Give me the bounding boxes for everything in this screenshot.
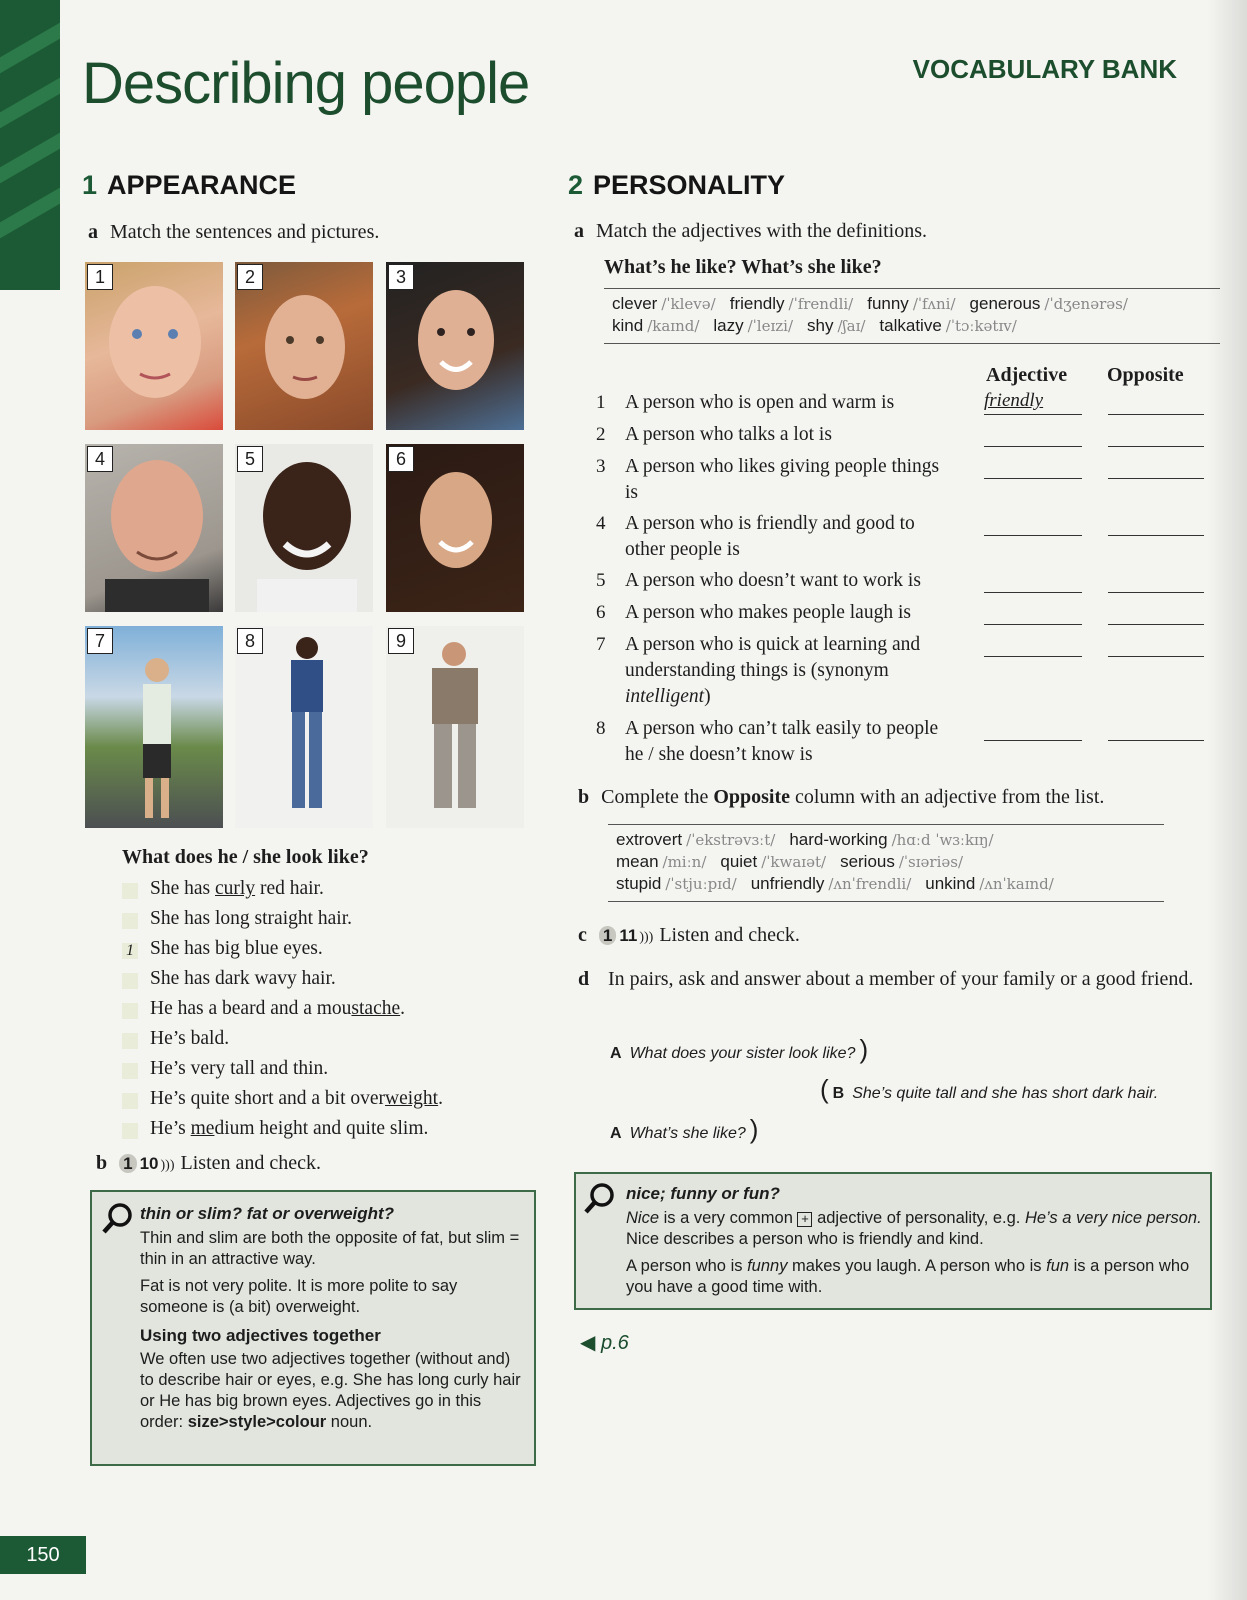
tip-paragraph-2 <box>626 1256 1202 1298</box>
word-phonetic: /ˈklevə/ <box>661 295 716 313</box>
page-number: 150 <box>0 1536 86 1574</box>
look-sentence <box>150 968 336 990</box>
adjective-blank[interactable] <box>984 535 1082 536</box>
speech-bubble-icon: ) <box>749 1114 759 1144</box>
word-text: stupid <box>616 874 662 893</box>
tip-paragraph-1: Thin and slim are both the opposite of fat, but slim = thin in an attractive way. <box>140 1229 520 1268</box>
tip-word: funny <box>747 1257 788 1275</box>
speech-bubble-icon: ) <box>859 1034 869 1064</box>
tip-paragraph-1 <box>626 1208 1202 1250</box>
task-letter: a <box>88 221 98 243</box>
task-letter: b <box>96 1152 108 1174</box>
photo-number: 4 <box>87 446 113 472</box>
photo-number: 8 <box>237 628 263 654</box>
look-sentence <box>150 1118 428 1140</box>
word-text: mean <box>616 852 659 871</box>
photo-number: 1 <box>87 264 113 290</box>
task-instruction: Match the adjectives with the definitions. <box>596 220 928 242</box>
figure-illustration <box>85 626 223 828</box>
photo-number: 5 <box>237 446 263 472</box>
word-text: kind <box>612 316 644 335</box>
photo-3 <box>386 262 524 430</box>
definition-number: 8 <box>596 718 606 739</box>
word-phonetic: /ˈdʒenərəs/ <box>1044 295 1128 313</box>
cd-badge[interactable]: 1 <box>119 1154 136 1173</box>
word-list-row <box>616 873 1156 895</box>
adjective-blank[interactable] <box>984 414 1082 415</box>
sentence-text: He’s <box>150 1118 191 1139</box>
photo-8 <box>235 626 373 828</box>
tip-paragraph-2: Fat is not very polite. It is more polite to say someone is (a bit) overweight. <box>140 1277 458 1316</box>
vocab-word <box>840 852 963 871</box>
tip-box-nice-funny <box>574 1172 1212 1310</box>
stressed-syllable: me <box>190 1118 215 1139</box>
track-number: 11 <box>619 926 638 945</box>
tip-text: Nice describes a person who is friendly and kind. <box>626 1230 984 1248</box>
word-list-row <box>616 851 1156 873</box>
sentence-text: He has a beard and a mou <box>150 998 352 1019</box>
photo-number: 6 <box>388 446 414 472</box>
answer-box[interactable] <box>122 913 138 929</box>
answer-box[interactable] <box>122 1003 138 1019</box>
word-text: quiet <box>720 852 758 871</box>
word-phonetic: /ˈsɪəriəs/ <box>898 853 964 871</box>
adjective-blank[interactable] <box>984 446 1082 447</box>
definition-body: A person who is friendly and good to other people is <box>625 513 915 560</box>
dialog-line-3 <box>610 1114 758 1145</box>
photo-7 <box>85 626 223 828</box>
vocab-word <box>879 316 1016 335</box>
word-text: shy <box>807 316 834 335</box>
vocab-word <box>616 874 737 893</box>
look-sentence <box>150 1088 443 1110</box>
tip-title: nice; funny or fun? <box>626 1184 780 1203</box>
dialog-line-2 <box>820 1074 1158 1105</box>
vocab-word <box>867 294 955 313</box>
task-letter: d <box>578 968 590 990</box>
column-opposite: Opposite <box>1107 364 1184 386</box>
task-letter: a <box>574 220 584 242</box>
photo-1 <box>85 262 223 430</box>
definition-number: 2 <box>596 424 606 445</box>
word-text: hard-working <box>789 830 888 849</box>
tip-text: makes you laugh. A person who is <box>787 1257 1047 1275</box>
photo-4 <box>85 444 223 612</box>
sentence-text: She has dark wavy hair. <box>150 968 336 989</box>
word-text: clever <box>612 294 658 313</box>
definition-text <box>625 600 955 626</box>
task-letter: c <box>578 924 587 946</box>
decorative-band <box>0 0 60 290</box>
definition-body: A person who doesn’t want to work is <box>625 570 921 591</box>
speech-bubble-icon: ( <box>820 1074 829 1104</box>
back-arrow-icon: ◀ <box>580 1332 596 1354</box>
dialog-text: What’s she like? <box>629 1125 746 1142</box>
word-phonetic: /hɑːd ˈwɜːkɪŋ/ <box>891 831 994 849</box>
vocab-word <box>616 830 775 849</box>
adjective-blank[interactable] <box>984 478 1082 479</box>
sentence-text: dium height and quite slim. <box>214 1118 429 1139</box>
task-instruction: Match the sentences and pictures. <box>110 221 380 243</box>
definition-number: 5 <box>596 570 606 591</box>
vocab-word <box>616 852 706 871</box>
photo-2 <box>235 262 373 430</box>
answer-box[interactable] <box>122 973 138 989</box>
tip-example: He’s a very nice person. <box>1024 1209 1202 1227</box>
page-title: Describing people <box>82 51 530 116</box>
section-title: PERSONALITY <box>593 170 786 200</box>
answer-box[interactable] <box>122 1123 138 1139</box>
track-number: 10 <box>139 1154 159 1173</box>
tip-subtitle: Using two adjectives together <box>140 1326 381 1345</box>
sentence-text: He’s quite short and a bit over <box>150 1088 386 1109</box>
personality-task-c <box>578 924 800 947</box>
section-number: 1 <box>82 170 98 200</box>
opposite-blank[interactable] <box>1108 414 1204 415</box>
adjective-order: size>style>colour <box>187 1413 327 1431</box>
dialog-text: She’s quite tall and she has short dark hair. <box>852 1085 1159 1102</box>
audio-icon: ))) <box>160 1158 175 1173</box>
definition-number: 4 <box>596 513 606 534</box>
tip-paragraph-3-text: We often use two adjectives together (without and) to describe hair or eyes, e.g. She has long curly hair or He has big brown eyes. Adjectives go in this order: <box>140 1350 521 1431</box>
photo-number: 2 <box>237 264 263 290</box>
definition-body: A person who makes people laugh is <box>625 602 911 623</box>
figure-illustration <box>235 626 373 828</box>
personality-heading <box>568 170 785 201</box>
look-sentence <box>150 1058 328 1080</box>
opposite-blank[interactable] <box>1108 740 1204 741</box>
word-text: friendly <box>729 294 785 313</box>
answer-box[interactable] <box>122 883 138 899</box>
magnifier-icon <box>100 1202 134 1236</box>
look-sentence <box>150 878 324 900</box>
back-link[interactable] <box>580 1330 629 1355</box>
word-phonetic: /ˈleɪzi/ <box>747 317 794 335</box>
word-text: unkind <box>925 874 976 893</box>
tip-title: thin or slim? fat or overweight? <box>140 1204 395 1223</box>
definition-body: A person who is quick at learning and understanding things is (synonym <box>625 634 921 681</box>
stressed-syllable: curly <box>215 878 256 899</box>
speaker: A <box>610 1125 622 1142</box>
definition-text <box>625 568 955 594</box>
sentence-text: . <box>438 1088 443 1109</box>
adjective-blank[interactable] <box>984 740 1082 741</box>
dialog-text: What does your sister look like? <box>629 1045 856 1062</box>
word-phonetic: /miːn/ <box>662 853 707 871</box>
stressed-syllable: stache <box>351 998 401 1019</box>
word-text: lazy <box>713 316 744 335</box>
audio-icon: ))) <box>639 930 654 945</box>
tip-paragraph-3 <box>140 1349 524 1433</box>
look-sentence <box>150 1028 229 1050</box>
tip-word: fun <box>1046 1257 1070 1275</box>
sentence-text: She has big blue eyes. <box>150 938 323 959</box>
vocab-word <box>612 294 716 313</box>
personality-task-d <box>578 966 1198 992</box>
vocab-word <box>612 316 699 335</box>
definition-text <box>625 716 955 768</box>
tip-word: Nice <box>626 1209 660 1227</box>
adjective-blank[interactable] <box>984 656 1082 657</box>
tip-text: is a person who you have a good time with. <box>626 1257 1190 1296</box>
sentence-text: She has <box>150 878 215 899</box>
word-text: generous <box>969 294 1041 313</box>
opposite-blank[interactable] <box>1108 535 1204 536</box>
photo-6 <box>386 444 524 612</box>
opposite-blank[interactable] <box>1108 446 1204 447</box>
definition-text <box>625 390 955 416</box>
word-phonetic: /ˈekstrəvɜːt/ <box>686 831 776 849</box>
definition-text <box>625 422 955 448</box>
word-list-row <box>616 829 1156 851</box>
definition-number: 1 <box>596 392 606 413</box>
sentence-text: He’s very tall and thin. <box>150 1058 329 1079</box>
word-phonetic: /ˈstjuːpɪd/ <box>665 875 737 893</box>
word-text: serious <box>840 852 895 871</box>
word-text: extrovert <box>616 830 683 849</box>
definition-body: A person who can’t talk easily to people he / she doesn’t know is <box>625 718 939 765</box>
section-title: APPEARANCE <box>107 170 297 200</box>
word-phonetic: /ʌnˈfrendli/ <box>828 875 912 893</box>
answer-box[interactable] <box>122 1063 138 1079</box>
stressed-syllable: weight <box>385 1088 439 1109</box>
definition-number: 6 <box>596 602 606 623</box>
task-instruction-bold: Opposite <box>713 786 791 808</box>
vocab-word <box>713 316 793 335</box>
task-instruction: Listen and check. <box>659 924 800 946</box>
vocab-word <box>720 852 826 871</box>
definition-body: A person who likes giving people things is <box>625 456 940 503</box>
vocab-word <box>730 294 854 313</box>
sentence-text: red hair. <box>255 878 324 899</box>
tip-text: is a very common <box>659 1209 798 1227</box>
look-sentence <box>150 998 405 1020</box>
figure-illustration <box>386 626 524 828</box>
task-instruction: Listen and check. <box>180 1152 322 1174</box>
photo-9 <box>386 626 524 828</box>
vocab-word <box>970 294 1128 313</box>
opposite-blank[interactable] <box>1108 624 1204 625</box>
adjective-blank[interactable] <box>984 592 1082 593</box>
word-list-1 <box>604 288 1220 344</box>
task-instruction-pre: Complete the <box>601 786 714 808</box>
appearance-task-a <box>88 221 379 244</box>
word-phonetic: /ʌnˈkaɪnd/ <box>979 875 1054 893</box>
speaker: A <box>610 1045 622 1062</box>
vocab-word <box>789 830 993 849</box>
vocab-word <box>925 874 1054 893</box>
plus-icon: + <box>797 1212 812 1227</box>
personality-question: What’s he like? What’s she like? <box>604 256 882 278</box>
personality-task-b <box>578 786 1104 809</box>
sentence-text: He’s bald. <box>150 1028 230 1049</box>
sentence-text: . <box>400 998 406 1019</box>
answer-box[interactable] <box>122 1033 138 1049</box>
vocab-word <box>807 316 865 335</box>
photo-5 <box>235 444 373 612</box>
page-edge-shadow <box>1207 0 1247 1600</box>
vocab-word <box>751 874 912 893</box>
adjective-order-end: noun. <box>326 1413 373 1431</box>
word-phonetic: /ˈfrendli/ <box>788 295 854 313</box>
magnifier-icon <box>582 1182 616 1216</box>
section-number: 2 <box>568 170 584 200</box>
back-link-label: p.6 <box>600 1332 629 1354</box>
photo-number: 7 <box>87 628 113 654</box>
word-phonetic: /kaɪnd/ <box>647 317 700 335</box>
word-list-row <box>612 293 1212 315</box>
definition-text <box>625 632 955 710</box>
personality-task-a <box>574 220 927 243</box>
word-list-row <box>612 315 1212 337</box>
appearance-heading <box>82 170 296 201</box>
look-sentence <box>150 938 323 960</box>
word-phonetic: /ˈfʌni/ <box>912 295 956 313</box>
opposite-blank[interactable] <box>1108 478 1204 479</box>
definition-end: ) <box>704 686 711 707</box>
word-phonetic: /ˈkwaɪət/ <box>761 853 827 871</box>
definition-body: A person who is open and warm is <box>625 392 895 413</box>
definition-number: 7 <box>596 634 606 655</box>
task-instruction: In pairs, ask and answer about a member of your family or a good friend. <box>608 968 1194 990</box>
photo-number: 9 <box>388 628 414 654</box>
appearance-task-b <box>96 1152 321 1175</box>
answer-box[interactable]: 1 <box>122 943 138 959</box>
answer-box[interactable] <box>122 1093 138 1109</box>
word-phonetic: /ˈtɔːkətɪv/ <box>945 317 1017 335</box>
column-adjective: Adjective <box>986 364 1068 386</box>
tip-text: adjective of personality, e.g. <box>812 1209 1025 1227</box>
definition-text <box>625 511 955 563</box>
speaker: B <box>832 1085 845 1102</box>
definition-synonym: intelligent <box>625 686 705 707</box>
word-text: funny <box>867 294 909 313</box>
word-text: unfriendly <box>750 874 825 893</box>
adjective-blank[interactable] <box>984 624 1082 625</box>
tip-box-thin-slim <box>90 1190 536 1466</box>
word-list-2 <box>608 824 1164 902</box>
word-text: talkative <box>879 316 942 335</box>
adjective-answer[interactable]: friendly <box>984 390 1044 411</box>
task-letter: b <box>578 786 590 808</box>
dialog-line-1 <box>610 1034 868 1065</box>
definition-text <box>625 454 955 506</box>
look-sentence <box>150 908 352 930</box>
section-label: VOCABULARY BANK <box>912 54 1177 84</box>
tip-text: A person who is <box>626 1257 748 1275</box>
task-instruction-post: column with an adjective from the list. <box>790 786 1105 808</box>
definition-number: 3 <box>596 456 606 477</box>
opposite-blank[interactable] <box>1108 592 1204 593</box>
opposite-blank[interactable] <box>1108 656 1204 657</box>
photo-number: 3 <box>388 264 414 290</box>
definition-body: A person who talks a lot is <box>625 424 832 445</box>
sentence-text: She has long straight hair. <box>150 908 353 929</box>
cd-badge[interactable]: 1 <box>599 926 616 945</box>
look-question: What does he / she look like? <box>122 846 369 868</box>
word-phonetic: /ʃaɪ/ <box>837 317 866 335</box>
